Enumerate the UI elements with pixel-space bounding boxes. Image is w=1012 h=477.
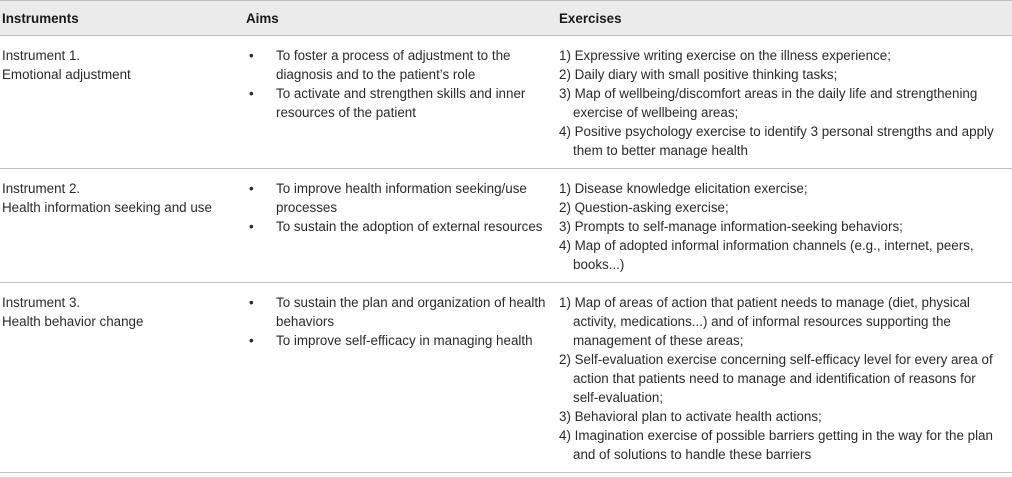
exercise-item: 2) Question-asking exercise; [559,200,729,215]
aims-cell [244,169,557,283]
bullet-icon: • [249,295,254,310]
bullet-icon: • [249,48,254,63]
instrument-title: Health behavior change [2,314,144,329]
exercise-item: 4) Positive psychology exercise to identify 3 personal strengths and apply them to better manage health [559,124,994,158]
exercise-item: 3) Behavioral plan to activate health actions; [559,409,822,424]
exercises-cell [557,169,1012,283]
instrument-title: Emotional adjustment [2,67,131,82]
bullet-icon: • [249,219,254,234]
aims-cell [244,36,557,169]
aims-cell [244,283,557,473]
exercise-item: 2) Self-evaluation exercise concerning self-efficacy level for every area of action that patients need to manage and identification of reasons for self-evaluation; [559,352,993,405]
aim-item [246,293,553,331]
aim-item [246,179,553,217]
table-header [0,1,1012,36]
instrument-title: Health information seeking and use [2,200,212,215]
exercise-item: 2) Daily diary with small positive thinking tasks; [559,67,838,82]
aim-item [246,46,553,84]
table-body [0,36,1012,473]
exercises-list [559,293,1008,464]
instrument-number: Instrument 2. [2,181,81,196]
exercise-item: 1) Map of areas of action that patient needs to manage (diet, physical activity, medications...) and of informal resources supporting the management of these areas; [559,295,970,348]
aim-text: To improve self-efficacy in managing health [276,333,533,348]
aims-list [246,179,553,236]
instrument-cell [0,169,244,283]
aim-item [246,331,553,350]
exercises-cell [557,36,1012,169]
table-row [0,36,1012,169]
exercises-cell [557,283,1012,473]
exercises-list [559,46,1008,160]
table-row [0,283,1012,473]
instrument-cell [0,36,244,169]
header-row [0,1,1012,36]
aim-text: To improve health information seeking/use processes [276,181,527,215]
aim-text: To sustain the adoption of external resources [276,219,543,234]
table-row [0,169,1012,283]
exercise-item: 4) Map of adopted informal information channels (e.g., internet, peers, books...) [559,238,974,272]
exercise-item: 3) Prompts to self-manage information-seeking behaviors; [559,219,903,234]
aim-item [246,84,553,122]
header-aims: Aims [244,1,557,36]
instrument-cell [0,283,244,473]
instrument-number: Instrument 1. [2,48,81,63]
exercise-item: 1) Disease knowledge elicitation exercise; [559,181,808,196]
aim-item [246,217,553,236]
bullet-icon: • [249,86,254,101]
aims-list [246,293,553,350]
bullet-icon: • [249,333,254,348]
aim-text: To sustain the plan and organization of health behaviors [276,295,546,329]
aim-text: To activate and strengthen skills and inner resources of the patient [276,86,526,120]
exercise-item: 1) Expressive writing exercise on the illness experience; [559,48,891,63]
instrument-number: Instrument 3. [2,295,81,310]
exercises-list [559,179,1008,274]
bullet-icon: • [249,181,254,196]
header-exercises: Exercises [557,1,1012,36]
header-instruments: Instruments [0,1,244,36]
exercise-item: 4) Imagination exercise of possible barriers getting in the way for the plan and of solutions to handle these barriers [559,428,993,462]
aims-list [246,46,553,122]
exercise-item: 3) Map of wellbeing/discomfort areas in the daily life and strengthening exercise of wellbeing areas; [559,86,978,120]
aim-text: To foster a process of adjustment to the diagnosis and to the patient’s role [276,48,511,82]
